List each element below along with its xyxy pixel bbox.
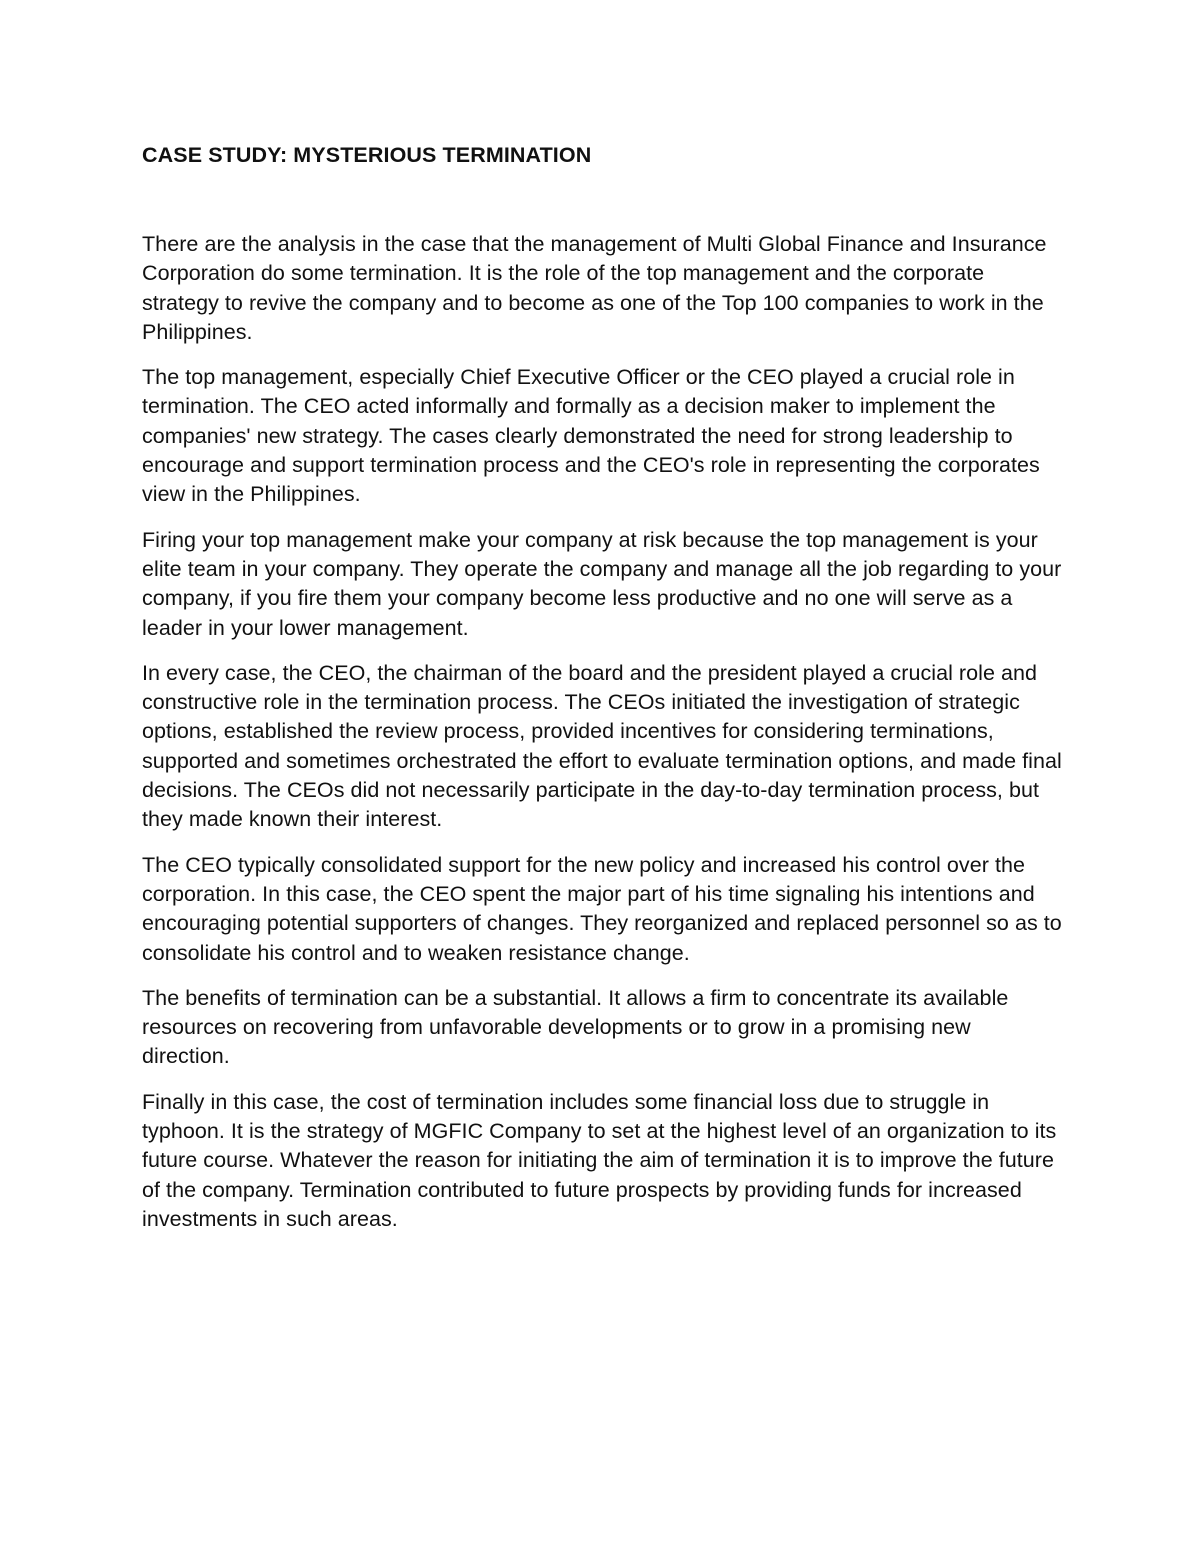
paragraph-conclusion: Finally in this case, the cost of termination includes some financial loss due to struggle in typhoon. It is the strategy of MGFIC Company to set at the highest level of an organization to its future course. Whatever the reason for initiating the aim of termination it is to improve the future of the company. Termination contributed to future prospects by providing funds for increased investments in such areas.: [142, 1089, 1057, 1231]
paragraph-top-management: The top management, especially Chief Executive Officer or the CEO played a crucial role in termination. The CEO acted informally and formally as a decision maker to implement the companies' new strategy. The cases clearly demonstrated the need for strong leadership to encourage and support termination process and the CEO's role in representing the corporates view in the Philippines.: [142, 365, 1040, 507]
paragraph-benefits: The benefits of termination can be a substantial. It allows a firm to concentrate its available resources on recovering from unfavorable developments or to grow in a promising new direction.: [142, 985, 1009, 1069]
document-body: [142, 140, 1064, 1250]
paragraph-ceo-role: In every case, the CEO, the chairman of the board and the president played a crucial role and constructive role in the termination process. The CEOs initiated the investigation of strategic options, established the review process, provided incentives for considering terminations, supported and sometimes orchestrated the effort to evaluate termination options, and made final decisions. The CEOs did not necessarily participate in the day-to-day termination process, but they made known their interest.: [142, 660, 1062, 832]
paragraph-ceo-control: The CEO typically consolidated support for the new policy and increased his control over the corporation. In this case, the CEO spent the major part of his time signaling his intentions and encouraging potential supporters of changes. They reorganized and replaced personnel so as to consolidate his control and to weaken resistance change.: [142, 852, 1062, 965]
document-title: CASE STUDY: MYSTERIOUS TERMINATION: [142, 143, 592, 167]
paragraph-analysis: There are the analysis in the case that the management of Multi Global Finance and Insurance Corporation do some termination. It is the role of the top management and the corporate strategy to revive the company and to become as one of the Top 100 companies to work in the Philippines.: [142, 232, 1047, 344]
paragraph-firing-risk: Firing your top management make your company at risk because the top management is your elite team in your company. They operate the company and manage all the job regarding to your company, if you fire them your company become less productive and no one will serve as a leader in your lower management.: [142, 527, 1062, 640]
